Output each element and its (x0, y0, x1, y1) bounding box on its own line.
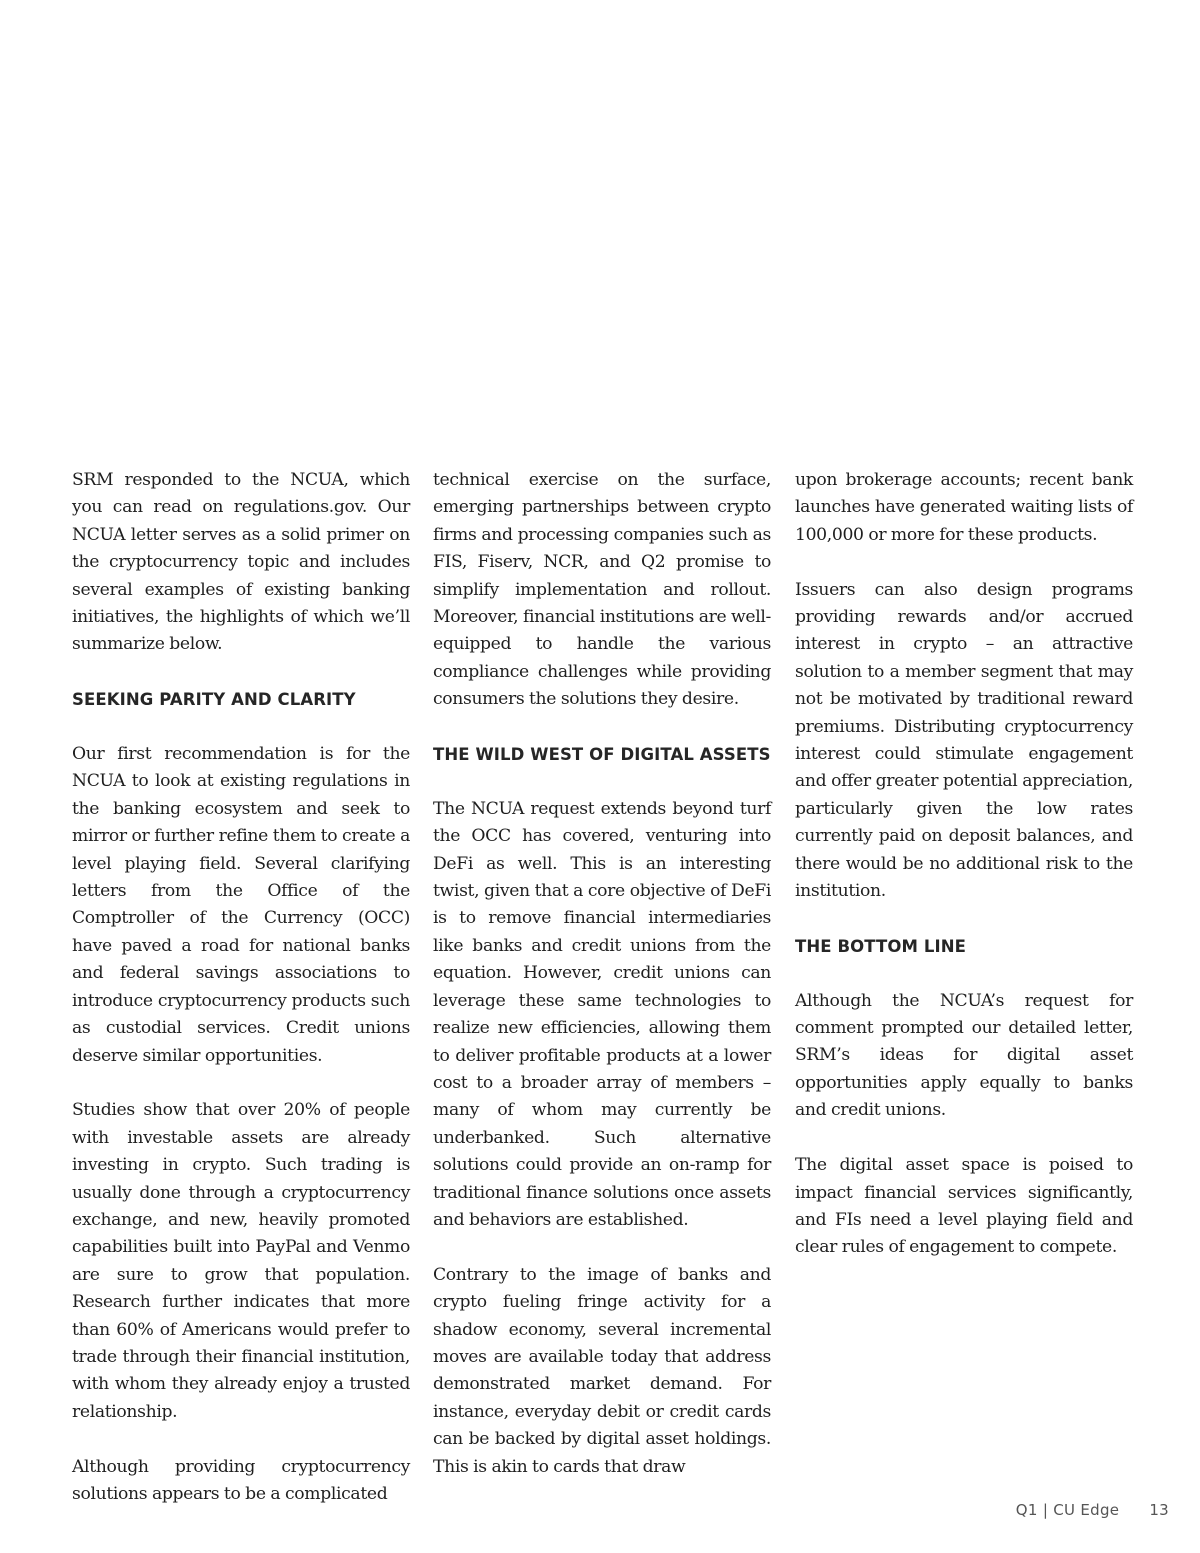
paragraph: Studies show that over 20% of people with investable assets are already investing in crypto. Such trading is usually done through a cryptocurrency exchange, and new, heavily promoted capabilities built into PayPal and Venmo are sure to grow that population. Research further indicates that more than 60% of Americans would prefer to trade through their financial institution, with whom they already enjoy a trusted relationship. (72, 1100, 410, 1422)
article-column-2 (433, 467, 771, 1508)
section-heading: SEEKING PARITY AND CLARITY (72, 690, 356, 710)
paragraph: Although providing cryptocurrency solutions appears to be a complicated (72, 1456, 410, 1504)
paragraph: SRM responded to the NCUA, which you can read on regulations.gov. Our NCUA letter serves as a solid primer on the cryptocurrency topic and includes several examples of existing banking initiatives, the highlights of which we’ll summarize below. (72, 470, 410, 655)
section-heading: THE BOTTOM LINE (795, 936, 966, 956)
publication-name: Q1 | CU Edge (1015, 1501, 1120, 1519)
paragraph: Issuers can also design programs providing rewards and/or accrued interest in crypto – an attractive solution to a member segment that may not be motivated by traditional reward premiums. Distributing cryptocurrency interest could stimulate engagement and offer greater potential appreciation, particularly given the low rates currently paid on deposit balances, and there would be no additional risk to the institution. (795, 579, 1133, 902)
article-column-3 (795, 467, 1133, 1289)
page-number: 13 (1149, 1501, 1169, 1519)
paragraph: Our first recommendation is for the NCUA to look at existing regulations in the banking ecosystem and seek to mirror or further refine them to create a level playing field. Several clarifying letters from the Office of the Comptroller of the Currency (OCC) have paved a road for national banks and federal savings associations to introduce cryptocurrency products such as custodial services. Credit unions deserve similar opportunities. (72, 744, 410, 1066)
article-column-1 (72, 467, 410, 1536)
paragraph: technical exercise on the surface, emerging partnerships between crypto firms and processing companies such as FIS, Fiserv, NCR, and Q2 promise to simplify implementation and rollout. Moreover, financial institutions are well-equipped to handle the various compliance challenges while providing consumers the solutions they desire. (433, 470, 771, 710)
paragraph: Contrary to the image of banks and crypto fueling fringe activity for a shadow economy, several incremental moves are available today that address demonstrated market demand. For instance, everyday debit or credit cards can be backed by digital asset holdings. This is akin to cards that draw (433, 1264, 771, 1477)
paragraph: The digital asset space is poised to impact financial services significantly, and FIs need a level playing field and clear rules of engagement to compete. (795, 1155, 1133, 1258)
paragraph: Although the NCUA’s request for comment prompted our detailed letter, SRM’s ideas for digital asset opportunities apply equally to banks and credit unions. (795, 990, 1133, 1121)
paragraph: upon brokerage accounts; recent bank launches have generated waiting lists of 100,000 or more for these products. (795, 470, 1133, 545)
page-footer (1016, 1500, 1169, 1520)
paragraph: The NCUA request extends beyond turf the OCC has covered, venturing into DeFi as well. This is an interesting twist, given that a core objective of DeFi is to remove financial intermediaries like banks and credit unions from the equation. However, credit unions can leverage these same technologies to realize new efficiencies, allowing them to deliver profitable products at a lower cost to a broader array of members – many of whom may currently be underbanked. Such alternative solutions could provide an on-ramp for traditional finance solutions once assets and behaviors are established. (433, 798, 771, 1230)
section-heading: THE WILD WEST OF DIGITAL ASSETS (433, 745, 771, 765)
